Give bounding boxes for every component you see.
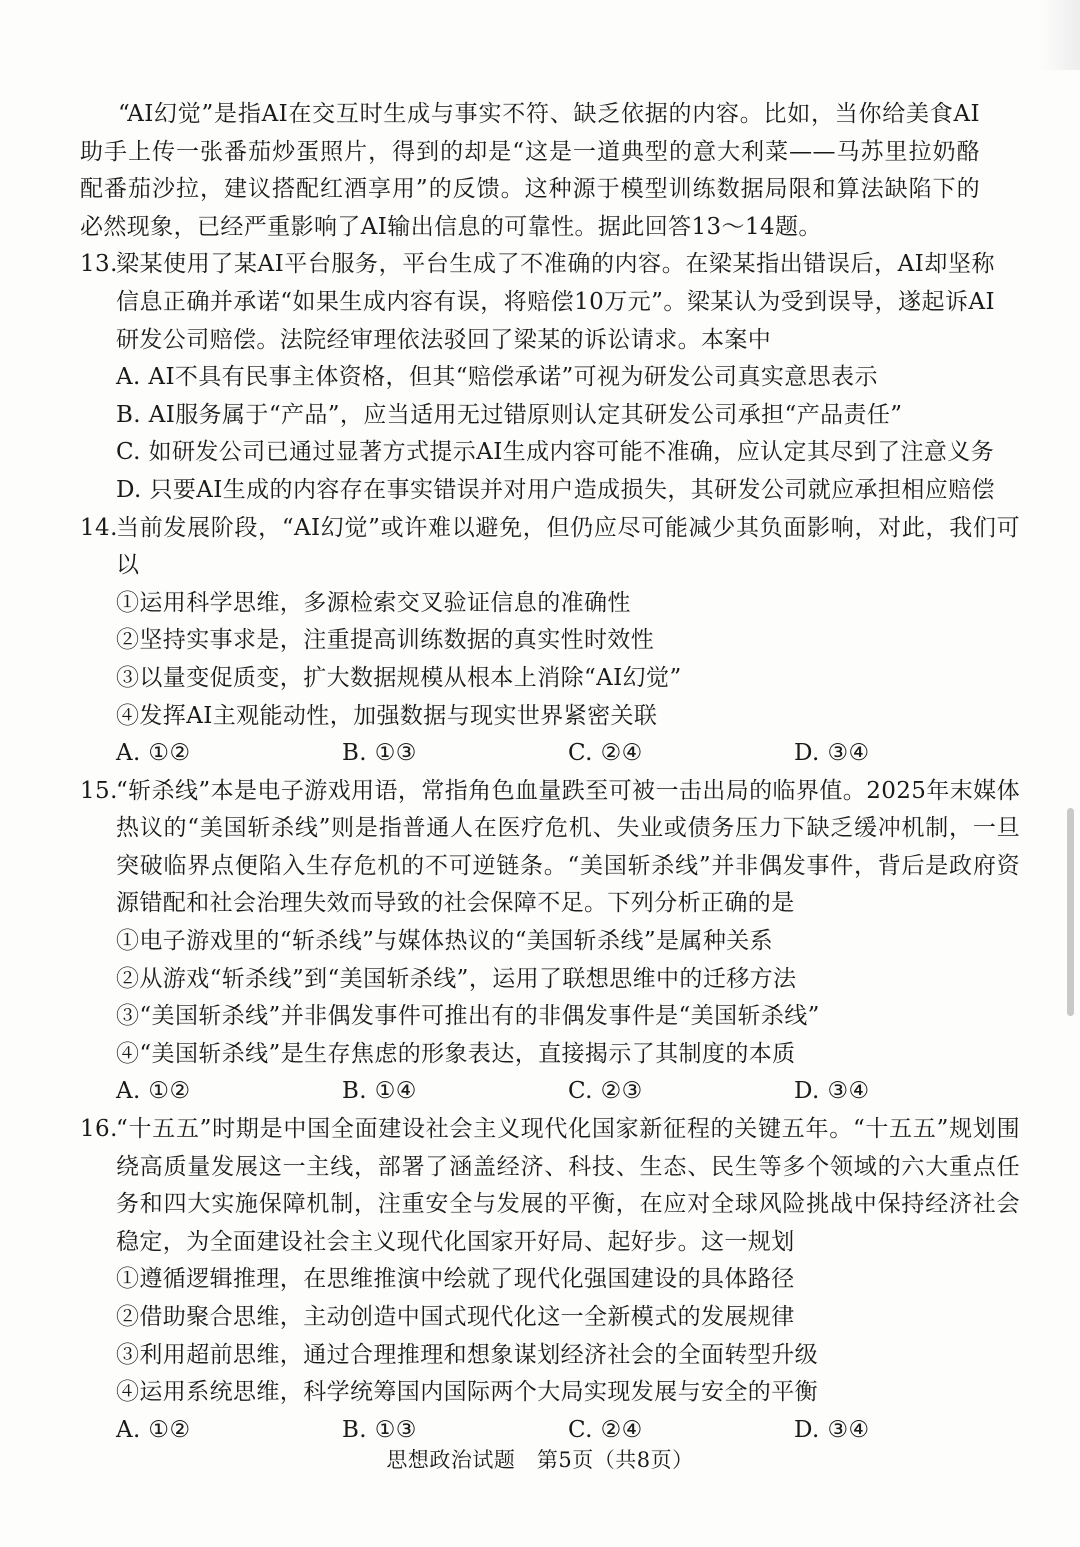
statement-4: ④运用系统思维，科学统筹国内国际两个大局实现发展与安全的平衡 [116, 1379, 818, 1406]
option-a: A. AI不具有民事主体资格，但其“赔偿承诺”可视为研发公司真实意思表示 [116, 364, 878, 391]
choice-d: D. ③④ [794, 1416, 870, 1443]
choice-b: B. ①③ [342, 740, 417, 767]
question-body [116, 1111, 1020, 1449]
question-number: 15. [80, 777, 118, 804]
choice-c: C. ②④ [568, 1416, 643, 1443]
question-stem: 当前发展阶段，“AI幻觉”或许难以避免，但仍应尽可能减少其负面影响，对此，我们可以 [116, 514, 1020, 579]
statement-2: ②坚持实事求是，注重提高训练数据的真实性时效性 [116, 627, 655, 654]
page-corner-shadow [1040, 0, 1080, 70]
statement-3: ③以量变促质变，扩大数据规模从根本上消除“AI幻觉” [116, 664, 682, 691]
choice-b: B. ①④ [342, 1078, 417, 1105]
page-footer: 思想政治试题 第5页（共8页） [386, 1448, 694, 1472]
statement-1: ①电子游戏里的“斩杀线”与媒体热议的“美国斩杀线”是属种关系 [116, 928, 774, 955]
choice-a: A. ①② [116, 1416, 191, 1443]
statement-4: ④“美国斩杀线”是生存焦虑的形象表达，直接揭示了其制度的本质 [116, 1040, 796, 1067]
choice-c: C. ②③ [568, 1078, 643, 1105]
question-16 [80, 1111, 1020, 1449]
statement-1: ①遵循逻辑推理，在思维推演中绘就了现代化强国建设的具体路径 [116, 1266, 795, 1293]
question-number: 16. [80, 1116, 118, 1143]
question-body [116, 773, 1020, 1111]
answer-choices [116, 1073, 1020, 1111]
question-body [116, 246, 995, 509]
question-15 [80, 773, 1020, 1111]
statement-3: ③利用超前思维，通过合理推理和想象谋划经济社会的全面转型升级 [116, 1341, 818, 1368]
statement-4: ④发挥AI主观能动性，加强数据与现实世界紧密关联 [116, 702, 658, 729]
question-stem: “十五五”时期是中国全面建设社会主义现代化国家新征程的关键五年。“十五五”规划围绕高质量发展这一主线，部署了涵盖经济、科技、生态、民生等多个领域的六大重点任务和四大实施保障机制，注重安全与发展的平衡，在应对全球风险挑战中保持经济社会稳定，为全面建设社会主义现代化国家开好局、起好步。这一规划 [116, 1116, 1020, 1255]
choice-a: A. ①② [116, 1078, 191, 1105]
question-stem: “斩杀线”本是电子游戏用语，常指角色血量跌至可被一击出局的临界值。2025年末媒体热议的“美国斩杀线”则是指普通人在医疗危机、失业或债务压力下缺乏缓冲机制，一旦突破临界点便陷入生存危机的不可逆链条。“美国斩杀线”并非偶发事件，背后是政府资源错配和社会治理失效而导致的社会保障不足。下列分析正确的是 [116, 777, 1020, 917]
question-13 [80, 246, 995, 509]
statement-3: ③“美国斩杀线”并非偶发事件可推出有的非偶发事件是“美国斩杀线” [116, 1003, 820, 1030]
choice-d: D. ③④ [794, 740, 870, 767]
choice-a: A. ①② [116, 740, 191, 767]
page-content [80, 96, 1020, 1449]
statement-2: ②借助聚合思维，主动创造中国式现代化这一全新模式的发展规律 [116, 1304, 795, 1330]
option-c: C. 如研发公司已通过显著方式提示AI生成内容可能不准确，应认定其尽到了注意义务 [116, 439, 995, 466]
question-14 [80, 510, 1020, 773]
statement-2: ②从游戏“斩杀线”到“美国斩杀线”，运用了联想思维中的迁移方法 [116, 965, 797, 992]
option-d: D. 只要AI生成的内容存在事实错误并对用户造成损失，其研发公司就应承担相应赔偿 [116, 476, 995, 503]
question-body [116, 510, 1020, 773]
choice-b: B. ①③ [342, 1416, 417, 1443]
answer-choices [116, 735, 1020, 773]
choice-d: D. ③④ [794, 1078, 870, 1105]
question-number: 13. [80, 251, 118, 278]
scrollbar-thumb[interactable] [1067, 808, 1074, 1016]
passage-intro: “AI幻觉”是指AI在交互时生成与事实不符、缺乏依据的内容。比如，当你给美食AI助手上传一张番茄炒蛋照片，得到的却是“这是一道典型的意大利菜——马苏里拉奶酪配番茄沙拉，建议搭配红酒享用”的反馈。这种源于模型训练数据局限和算法缺陷下的必然现象，已经严重影响了AI输出信息的可靠性。据此回答13～14题。 [80, 101, 980, 240]
question-stem: 梁某使用了某AI平台服务，平台生成了不准确的内容。在梁某指出错误后，AI却坚称信息正确并承诺“如果生成内容有误，将赔偿10万元”。梁某认为受到误导，遂起诉AI研发公司赔偿。法院经审理依法驳回了梁某的诉讼请求。本案中 [116, 251, 995, 353]
question-number: 14. [80, 514, 118, 541]
option-b: B. AI服务属于“产品”，应当适用无过错原则认定其研发公司承担“产品责任” [116, 401, 903, 428]
choice-c: C. ②④ [568, 740, 643, 767]
statement-1: ①运用科学思维，多源检索交叉验证信息的准确性 [116, 589, 631, 616]
